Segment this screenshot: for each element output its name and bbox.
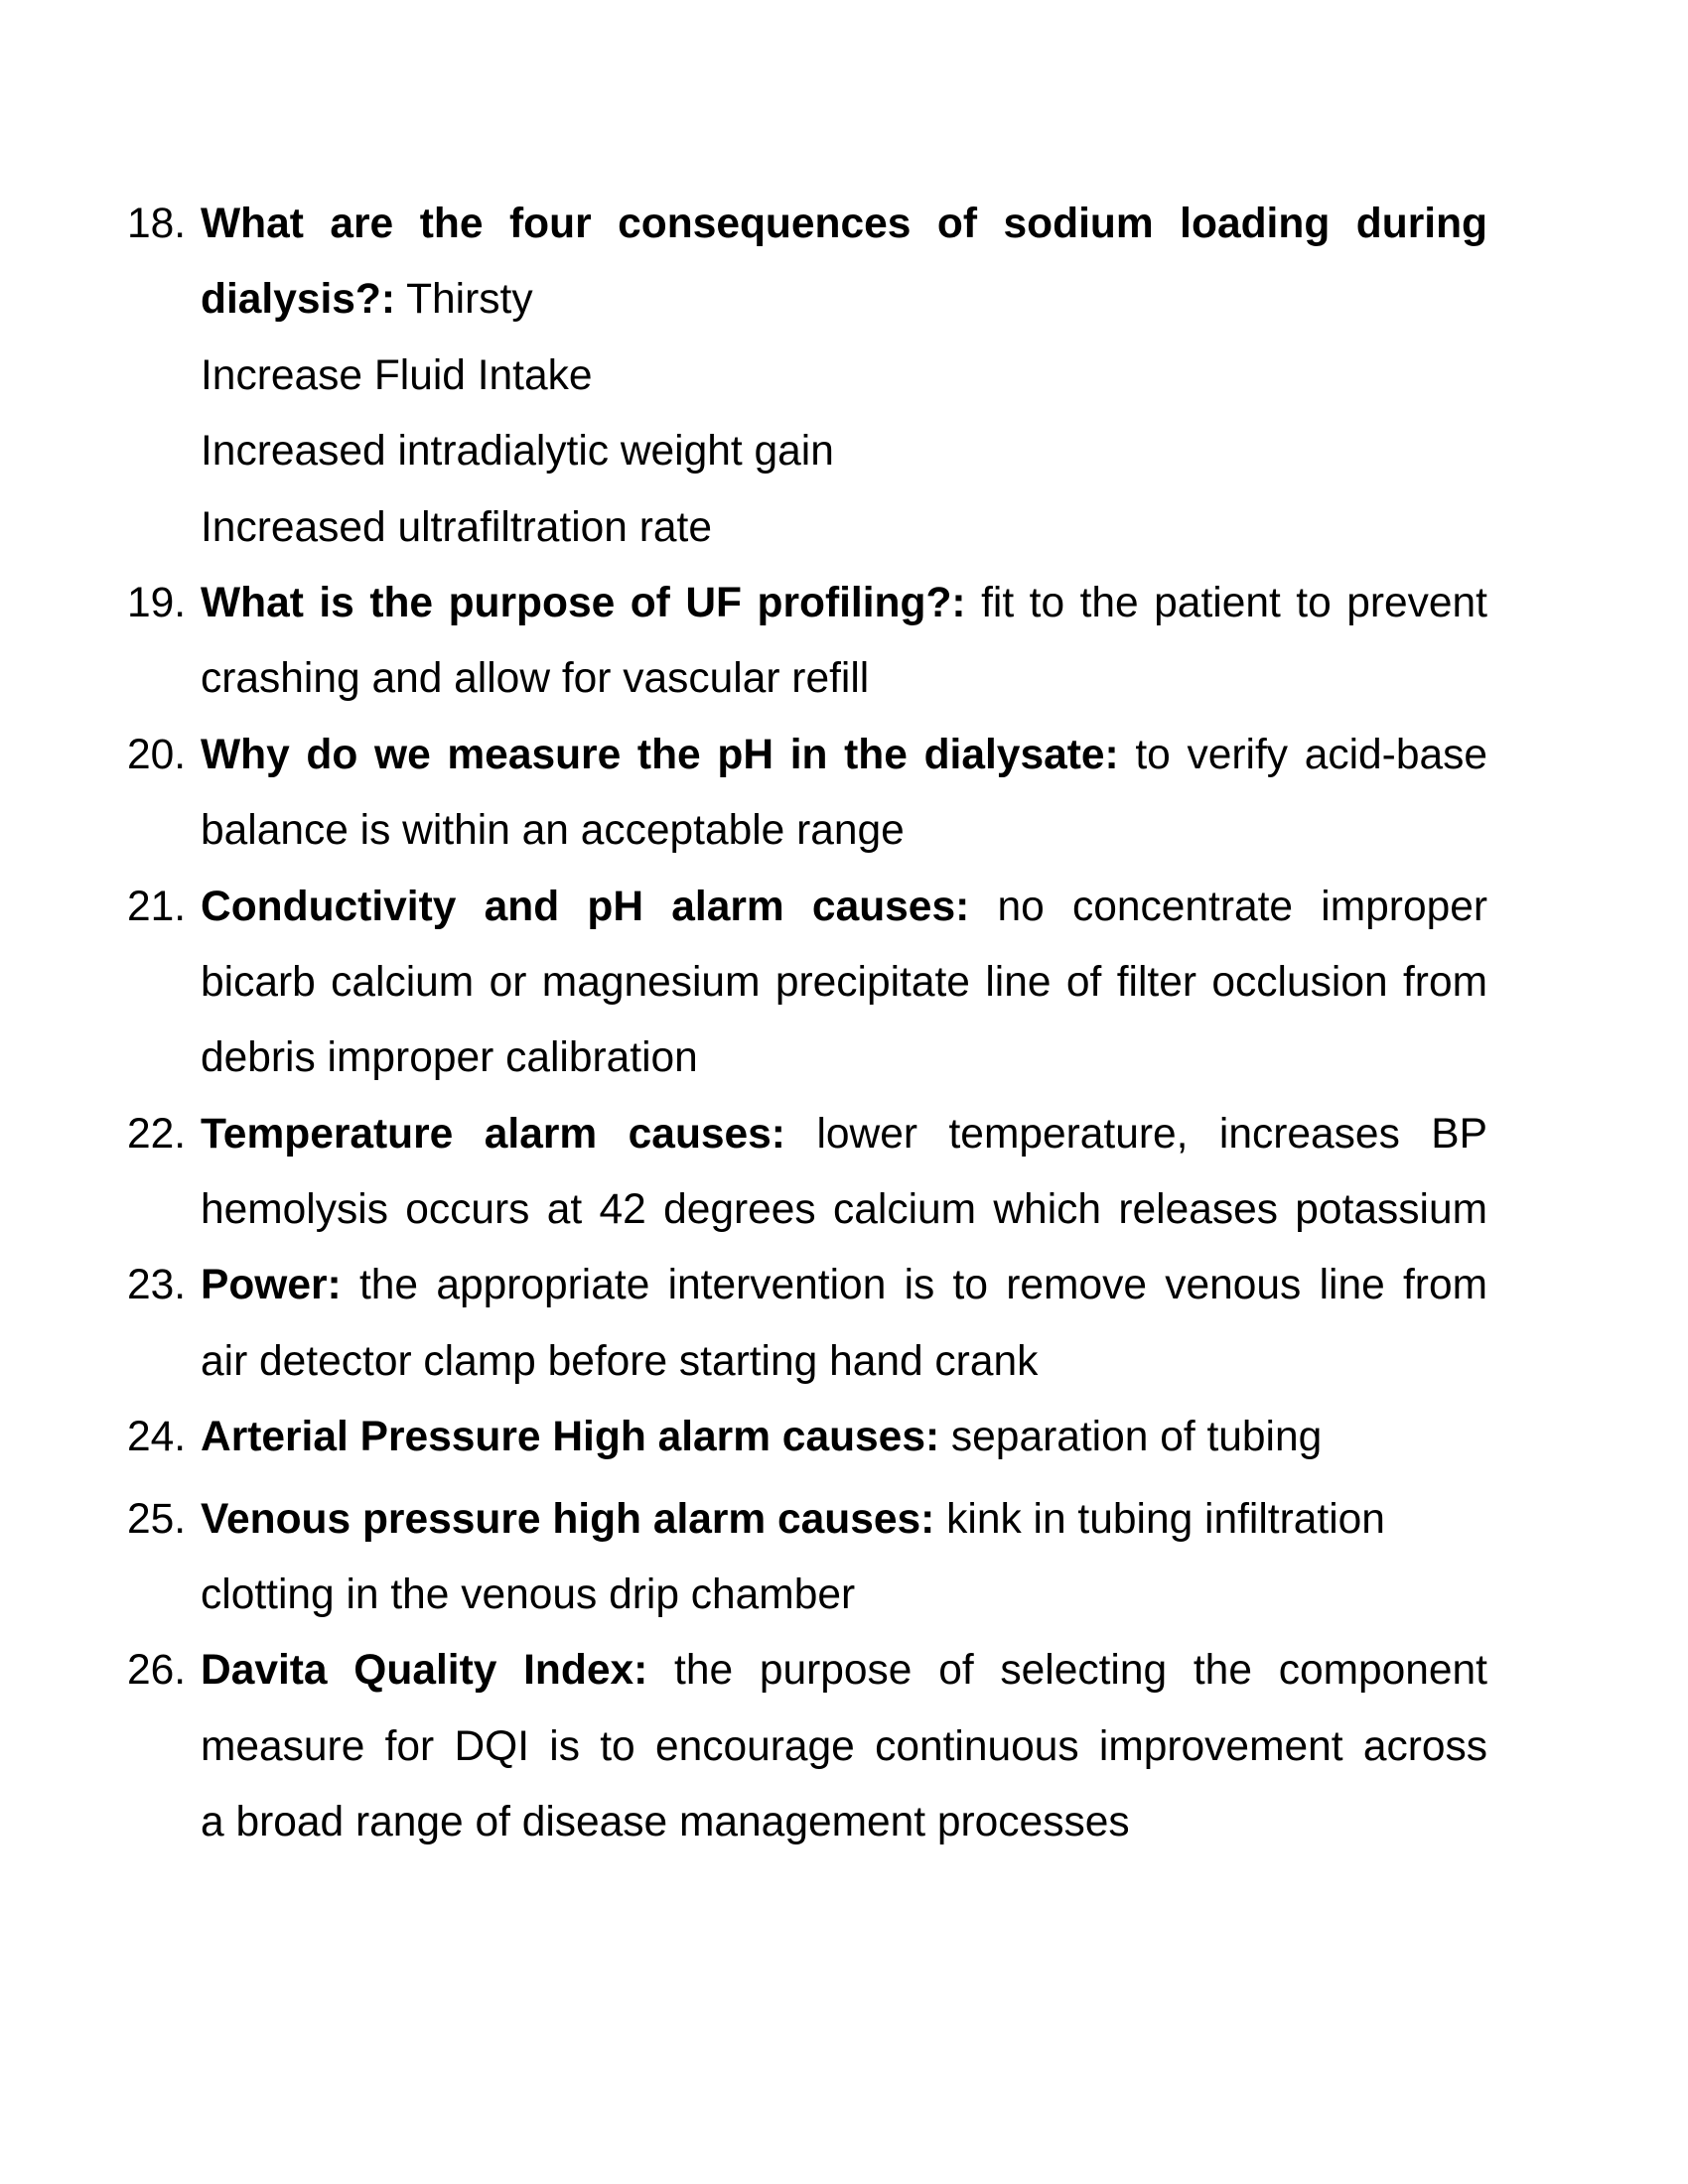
- list-item-24: [127, 1400, 1487, 1475]
- item-line: [201, 1172, 1487, 1248]
- list-item-18: [127, 187, 1487, 566]
- question-text: dialysis?:: [201, 276, 396, 324]
- question-text: Venous pressure high alarm causes:: [201, 1495, 935, 1543]
- item-line: [201, 870, 1487, 945]
- item-line: [201, 1558, 1487, 1633]
- item-line: [201, 945, 1487, 1021]
- answer-text: bicarb calcium or magnesium precipitate line of filter occlusion from: [201, 958, 1487, 1006]
- answer-text: balance is within an acceptable range: [201, 807, 905, 855]
- answer-text: hemolysis occurs at 42 degrees calcium which releases potassium: [201, 1186, 1487, 1234]
- item-line: [201, 414, 1487, 489]
- answer-text: air detector clamp before starting hand crank: [201, 1337, 1039, 1385]
- answer-text: to verify acid-base: [1118, 731, 1487, 778]
- item-line: [201, 262, 1487, 338]
- question-text: Conductivity and pH alarm causes:: [201, 883, 970, 930]
- answer-text: debris improper calibration: [201, 1034, 698, 1082]
- list-item-25: [127, 1482, 1487, 1634]
- answer-text: clotting in the venous drip chamber: [201, 1571, 856, 1619]
- item-number: 26.: [127, 1647, 187, 1695]
- item-line: [201, 1709, 1487, 1785]
- list-item-19: [127, 566, 1487, 718]
- list-item-23: [127, 1248, 1487, 1400]
- item-line: [201, 566, 1487, 641]
- item-line: [201, 1633, 1487, 1708]
- question-text: Why do we measure the pH in the dialysate:: [201, 731, 1119, 778]
- answer-text: no concentrate improper: [969, 883, 1488, 930]
- item-line: [201, 1097, 1487, 1172]
- item-line: [201, 1021, 1487, 1096]
- item-number: 18.: [127, 201, 187, 247]
- item-line: [201, 187, 1487, 262]
- item-number: 19.: [127, 579, 187, 626]
- answer-text: the appropriate intervention is to remove venous line from: [341, 1262, 1487, 1309]
- item-number: 23.: [127, 1262, 187, 1309]
- answer-text: fit to the patient to prevent: [965, 579, 1487, 626]
- list-item-21: [127, 870, 1487, 1097]
- item-line: [201, 339, 1487, 414]
- question-text: Davita Quality Index:: [201, 1647, 648, 1695]
- item-line: [201, 1482, 1487, 1558]
- item-number: 20.: [127, 731, 187, 778]
- answer-text: a broad range of disease management processes: [201, 1799, 1130, 1846]
- answer-text: Increased ultrafiltration rate: [201, 503, 712, 551]
- item-line: [201, 641, 1487, 717]
- item-number: 22.: [127, 1110, 187, 1158]
- item-line: [201, 718, 1487, 793]
- answer-text: measure for DQI is to encourage continuous improvement across: [201, 1722, 1487, 1770]
- item-line: [201, 1324, 1487, 1400]
- item-line: [201, 490, 1487, 566]
- item-line: [201, 1400, 1487, 1475]
- list-item-20: [127, 718, 1487, 870]
- item-number: 21.: [127, 883, 187, 930]
- question-text: What are the four consequences of sodium loading during: [201, 201, 1487, 247]
- numbered-qa-list: [127, 187, 1487, 1861]
- item-line: [201, 793, 1487, 869]
- answer-text: Thirsty: [395, 276, 533, 324]
- answer-text: crashing and allow for vascular refill: [201, 655, 870, 703]
- answer-text: kink in tubing infiltration: [934, 1495, 1385, 1543]
- list-item-26: [127, 1633, 1487, 1860]
- answer-text: separation of tubing: [939, 1414, 1323, 1461]
- question-text: Power:: [201, 1262, 342, 1309]
- answer-text: the purpose of selecting the component: [647, 1647, 1487, 1695]
- item-number: 25.: [127, 1495, 187, 1543]
- question-text: What is the purpose of UF profiling?:: [201, 579, 966, 626]
- item-number: 24.: [127, 1414, 187, 1461]
- item-line: [201, 1785, 1487, 1860]
- list-item-22: [127, 1097, 1487, 1249]
- question-text: Temperature alarm causes:: [201, 1110, 785, 1158]
- item-line: [201, 1248, 1487, 1323]
- answer-text: Increase Fluid Intake: [201, 351, 593, 399]
- answer-text: Increased intradialytic weight gain: [201, 428, 834, 476]
- answer-text: lower temperature, increases BP: [784, 1110, 1487, 1158]
- question-text: Arterial Pressure High alarm causes:: [201, 1414, 940, 1461]
